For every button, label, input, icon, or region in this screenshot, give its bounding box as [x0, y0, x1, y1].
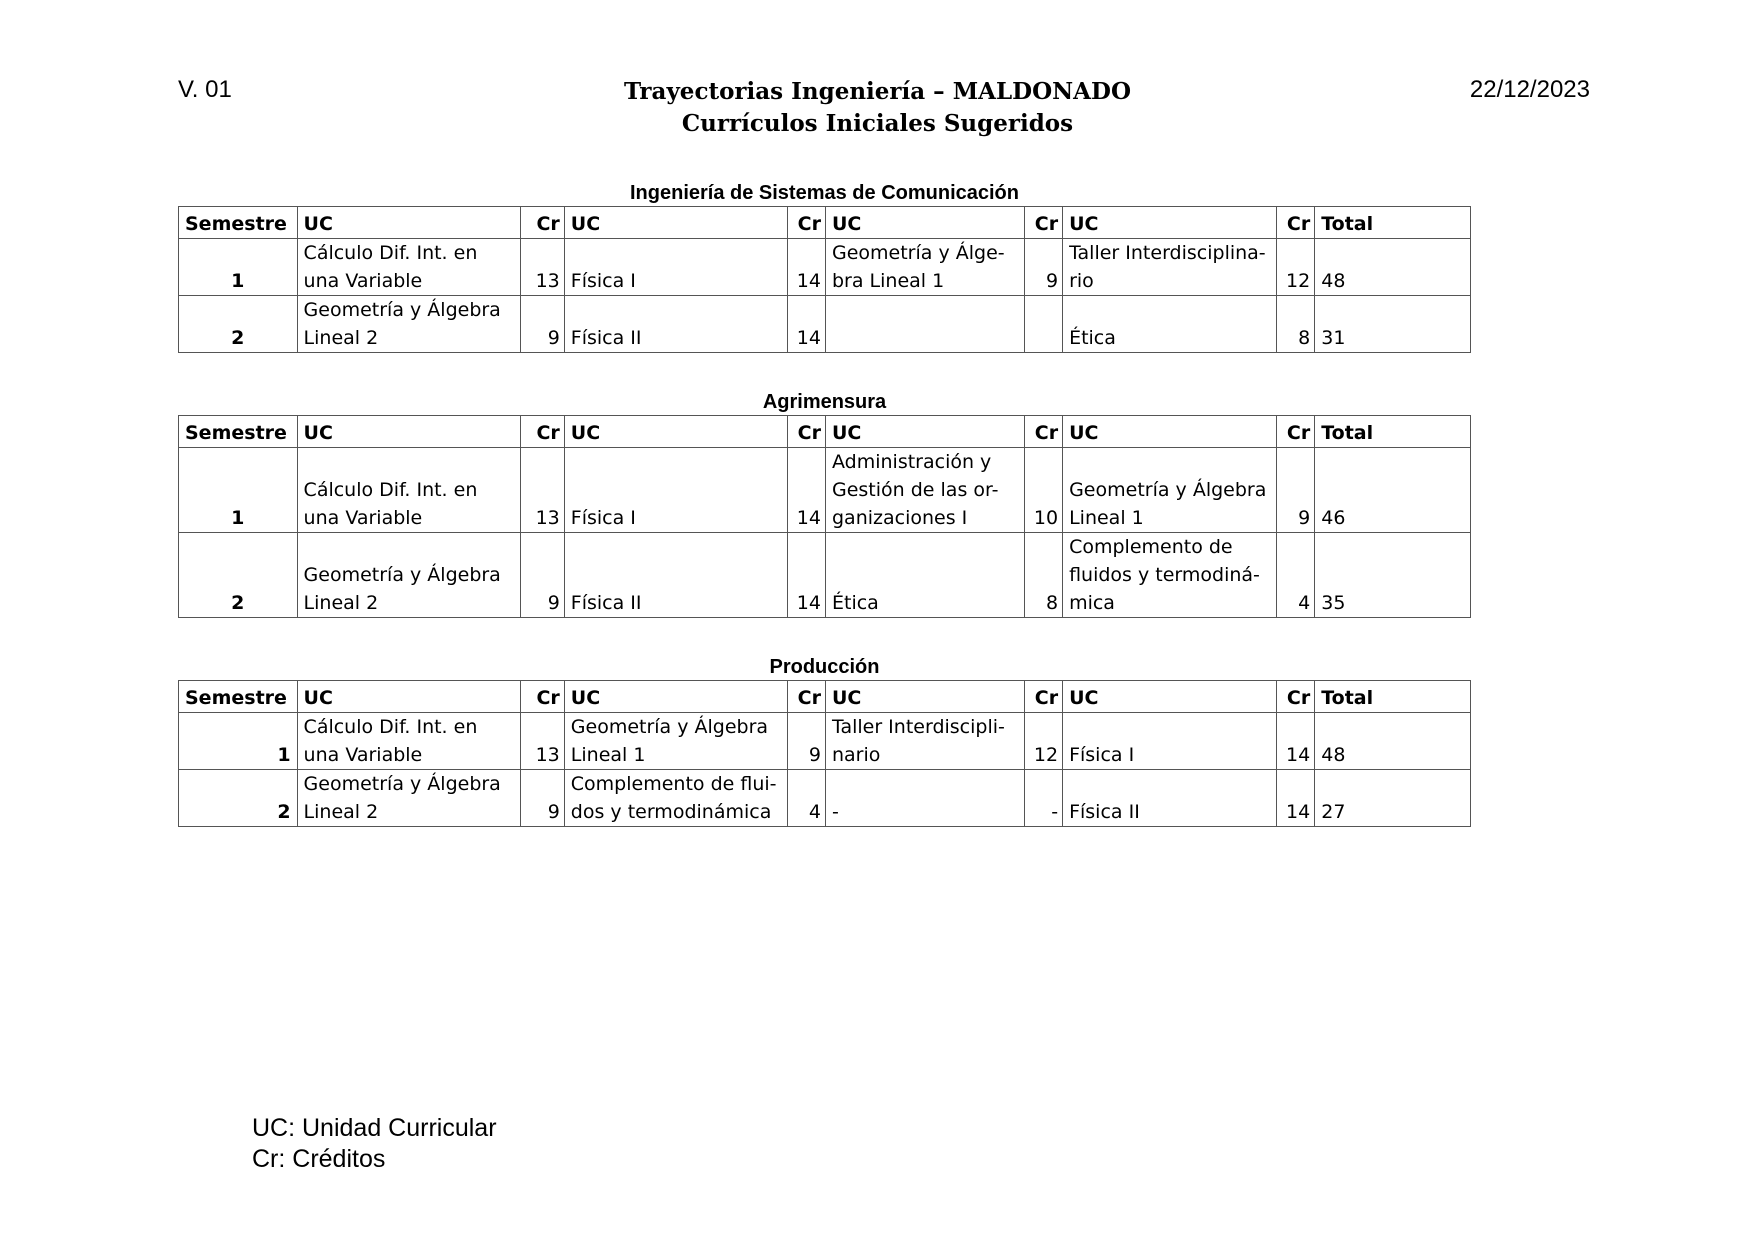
- credits-cell: 9: [1277, 448, 1315, 533]
- semester-cell: 1: [179, 239, 298, 296]
- total-cell: 48: [1315, 239, 1471, 296]
- total-cell: 35: [1315, 533, 1471, 618]
- uc-cell: Ética: [825, 533, 1024, 618]
- column-header: Total: [1315, 681, 1471, 713]
- semester-cell: 2: [179, 533, 298, 618]
- column-header: Cr: [520, 681, 564, 713]
- section-title: Ingeniería de Sistemas de Comunicación: [629, 182, 1019, 204]
- column-header: Semestre: [179, 681, 298, 713]
- uc-cell: Complemento de flui-dos y termodinámica: [564, 770, 787, 827]
- credits-cell: 4: [787, 770, 825, 827]
- column-header: UC: [564, 416, 787, 448]
- curriculum-table: [178, 206, 1471, 353]
- semester-cell: 2: [179, 770, 298, 827]
- column-header: Cr: [1024, 416, 1062, 448]
- uc-cell: Geometría y Álgebra Lineal 2: [297, 533, 520, 618]
- header-row: [179, 681, 1471, 713]
- credits-cell: 14: [1277, 770, 1315, 827]
- uc-cell: Cálculo Dif. Int. en una Variable: [297, 713, 520, 770]
- column-header: UC: [1063, 681, 1277, 713]
- curriculum-table: [178, 680, 1471, 827]
- credits-cell: 13: [520, 239, 564, 296]
- credits-cell: [1024, 296, 1062, 353]
- legend-cr: Cr: Créditos: [252, 1145, 386, 1173]
- uc-cell: Ética: [1063, 296, 1277, 353]
- uc-cell: Física I: [564, 239, 787, 296]
- column-header: Semestre: [179, 207, 298, 239]
- column-header: Cr: [787, 681, 825, 713]
- credits-cell: 14: [1277, 713, 1315, 770]
- curriculum-table: [178, 415, 1471, 618]
- column-header: UC: [297, 207, 520, 239]
- credits-cell: 9: [1024, 239, 1062, 296]
- uc-cell: Taller Interdisciplina-rio: [1063, 239, 1277, 296]
- header-row: [179, 416, 1471, 448]
- uc-cell: -: [825, 770, 1024, 827]
- legend: [252, 1113, 497, 1175]
- credits-cell: -: [1024, 770, 1062, 827]
- uc-cell: Complemento de fluidos y termodiná-mica: [1063, 533, 1277, 618]
- column-header: UC: [825, 416, 1024, 448]
- column-header: Total: [1315, 416, 1471, 448]
- column-header: Cr: [520, 207, 564, 239]
- section-title: Agrimensura: [762, 391, 887, 413]
- column-header: Cr: [1277, 207, 1315, 239]
- uc-cell: Taller Interdiscipli-nario: [825, 713, 1024, 770]
- version-label: V. 01: [178, 76, 232, 103]
- column-header: UC: [825, 681, 1024, 713]
- table-row: [179, 296, 1471, 353]
- credits-cell: 9: [520, 296, 564, 353]
- credits-cell: 8: [1277, 296, 1315, 353]
- uc-cell: Física II: [564, 296, 787, 353]
- column-header: Cr: [787, 207, 825, 239]
- credits-cell: 8: [1024, 533, 1062, 618]
- column-header: Cr: [1277, 416, 1315, 448]
- column-header: Semestre: [179, 416, 298, 448]
- uc-cell: Geometría y Álgebra Lineal 1: [564, 713, 787, 770]
- uc-cell: Física II: [1063, 770, 1277, 827]
- column-header: Total: [1315, 207, 1471, 239]
- total-cell: 48: [1315, 713, 1471, 770]
- page-title: Trayectorias Ingeniería – MALDONADO: [623, 78, 1131, 105]
- total-cell: 27: [1315, 770, 1471, 827]
- table-row: [179, 239, 1471, 296]
- legend-uc: UC: Unidad Curricular: [252, 1114, 497, 1142]
- column-header: Cr: [1024, 207, 1062, 239]
- uc-cell: Cálculo Dif. Int. en una Variable: [297, 239, 520, 296]
- table-row: [179, 713, 1471, 770]
- uc-cell: Geometría y Álgebra Lineal 2: [297, 296, 520, 353]
- page-subtitle: Currículos Iniciales Sugeridos: [681, 110, 1074, 137]
- credits-cell: 9: [520, 770, 564, 827]
- credits-cell: 9: [520, 533, 564, 618]
- uc-cell: Administración y Gestión de las or-ganizaciones I: [825, 448, 1024, 533]
- curriculum-section-sistemas: [178, 180, 1471, 353]
- column-header: UC: [564, 207, 787, 239]
- column-header: UC: [1063, 207, 1277, 239]
- semester-cell: 1: [179, 713, 298, 770]
- column-header: UC: [825, 207, 1024, 239]
- semester-cell: 2: [179, 296, 298, 353]
- column-header: UC: [1063, 416, 1277, 448]
- column-header: UC: [564, 681, 787, 713]
- credits-cell: 12: [1277, 239, 1315, 296]
- table-row: [179, 533, 1471, 618]
- table-row: [179, 448, 1471, 533]
- column-header: UC: [297, 416, 520, 448]
- section-title: Producción: [769, 656, 880, 678]
- uc-cell: [825, 296, 1024, 353]
- date-label: 22/12/2023: [1469, 76, 1590, 103]
- credits-cell: 12: [1024, 713, 1062, 770]
- column-header: Cr: [520, 416, 564, 448]
- uc-cell: Física I: [564, 448, 787, 533]
- column-header: Cr: [1024, 681, 1062, 713]
- credits-cell: 10: [1024, 448, 1062, 533]
- uc-cell: Geometría y Álgebra Lineal 1: [1063, 448, 1277, 533]
- uc-cell: Física II: [564, 533, 787, 618]
- credits-cell: 13: [520, 713, 564, 770]
- uc-cell: Geometría y Álgebra Lineal 2: [297, 770, 520, 827]
- total-cell: 31: [1315, 296, 1471, 353]
- credits-cell: 13: [520, 448, 564, 533]
- semester-cell: 1: [179, 448, 298, 533]
- credits-cell: 9: [787, 713, 825, 770]
- total-cell: 46: [1315, 448, 1471, 533]
- credits-cell: 14: [787, 448, 825, 533]
- credits-cell: 14: [787, 533, 825, 618]
- uc-cell: Física I: [1063, 713, 1277, 770]
- header-row: [179, 207, 1471, 239]
- curriculum-section-produccion: [178, 654, 1471, 827]
- credits-cell: 14: [787, 296, 825, 353]
- column-header: Cr: [1277, 681, 1315, 713]
- curriculum-section-agrimensura: [178, 389, 1471, 618]
- column-header: Cr: [787, 416, 825, 448]
- uc-cell: Geometría y Álge-bra Lineal 1: [825, 239, 1024, 296]
- table-row: [179, 770, 1471, 827]
- credits-cell: 4: [1277, 533, 1315, 618]
- uc-cell: Cálculo Dif. Int. en una Variable: [297, 448, 520, 533]
- column-header: UC: [297, 681, 520, 713]
- credits-cell: 14: [787, 239, 825, 296]
